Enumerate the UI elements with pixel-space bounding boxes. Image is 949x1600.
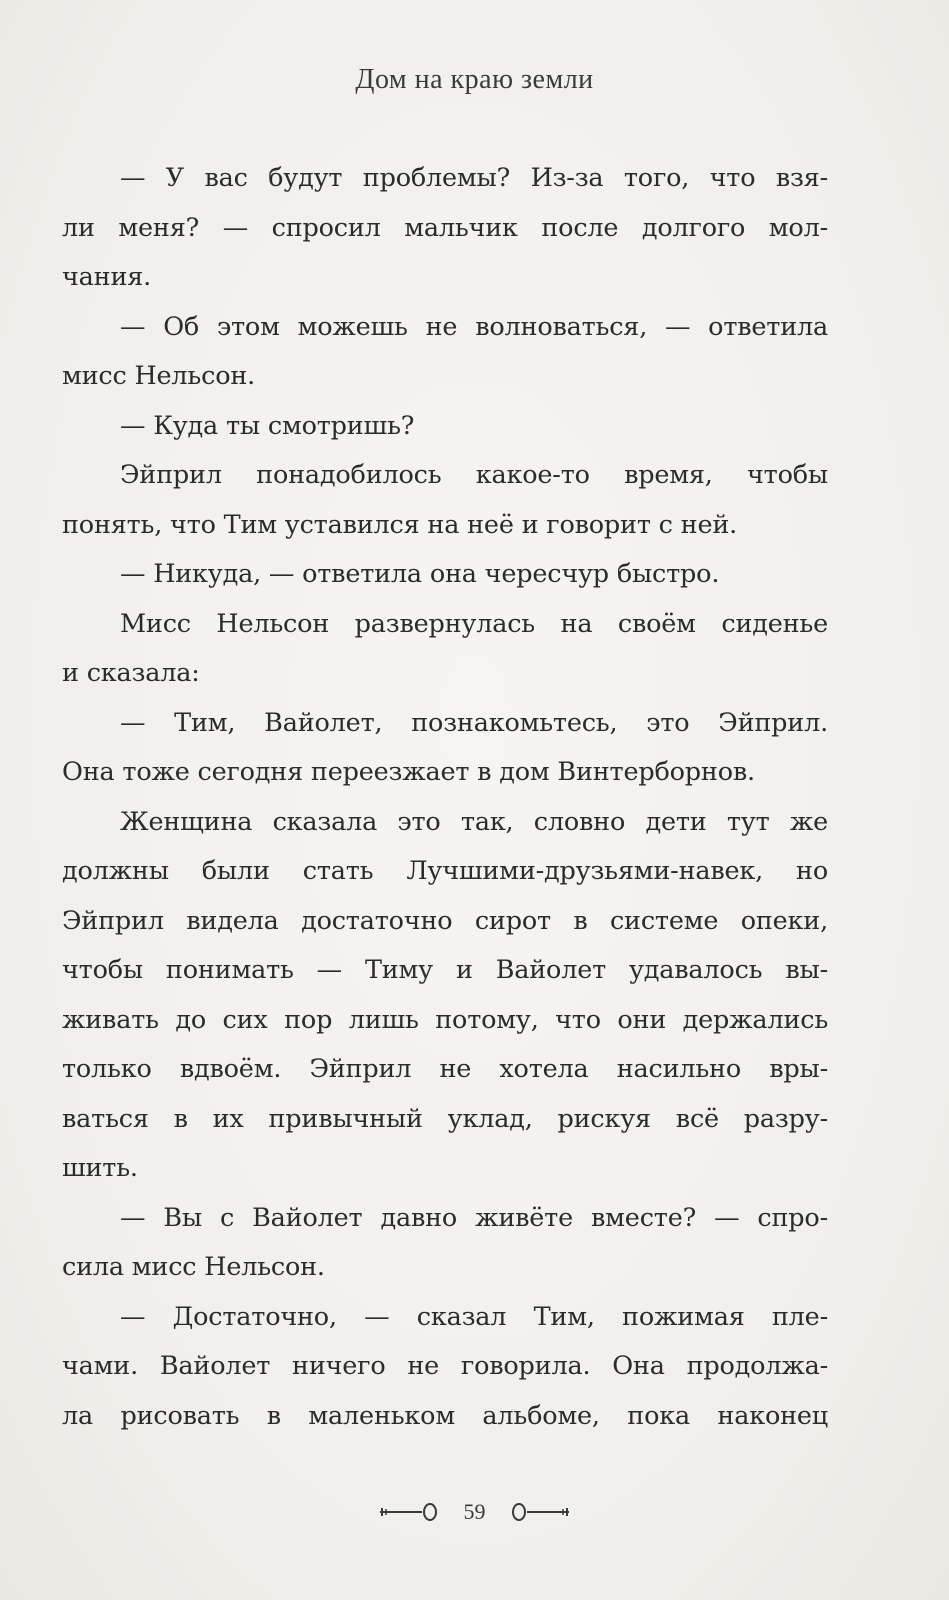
text-line: Она тоже сегодня переезжает в дом Винтерборнов. <box>62 757 755 787</box>
text-line: ла рисовать в маленьком альбоме, пока наконец <box>62 1400 828 1431</box>
text-line: — Об этом можешь не волноваться, — ответила <box>120 311 828 342</box>
text-line: ли меня? — спросил мальчик после долгого мол- <box>62 212 828 243</box>
text-line: чами. Вайолет ничего не говорила. Она продолжа- <box>62 1351 828 1381</box>
text-line: — Вы с Вайолет давно живёте вместе? — спро- <box>120 1202 828 1233</box>
text-line: и сказала: <box>62 658 200 688</box>
text-line: сила мисс Нельсон. <box>62 1252 325 1282</box>
text-line: шить. <box>62 1153 138 1183</box>
text-line: Мисс Нельсон развернулась на своём сиденье <box>120 608 828 639</box>
text-line: должны были стать Лучшими-друзьями-навек, но <box>62 856 828 886</box>
text-line: Эйприл понадобилось какое-то время, чтобы <box>120 460 828 490</box>
text-line: живать до сих пор лишь потому, что они держались <box>62 1004 828 1035</box>
text-line: мисс Нельсон. <box>62 361 256 391</box>
folio-ornament-right-icon <box>509 1502 571 1522</box>
text-line: — Тим, Вайолет, познакомьтесь, это Эйприл. <box>120 707 828 738</box>
text-line: чания. <box>62 262 152 292</box>
folio-ornament-left-icon <box>378 1502 440 1522</box>
text-line: ваться в их привычный уклад, рискуя всё разру- <box>62 1103 828 1134</box>
text-line: чтобы понимать — Тиму и Вайолет удавалось вы- <box>62 955 828 985</box>
text-line: — Никуда, — ответила она чересчур быстро. <box>120 559 720 589</box>
body-text <box>62 154 828 1441</box>
text-line: — Куда ты смотришь? <box>120 410 415 441</box>
text-line: только вдвоём. Эйприл не хотела насильно вры- <box>62 1054 828 1084</box>
text-line: — У вас будут проблемы? Из-за того, что взя- <box>120 163 828 193</box>
page-number: 59 <box>463 1498 486 1524</box>
running-head: Дом на краю земли <box>355 64 594 95</box>
text-line: понять, что Тим уставился на неё и говорит с ней. <box>62 509 738 540</box>
text-line: — Достаточно, — сказал Тим, пожимая пле- <box>120 1301 828 1332</box>
folio <box>0 1497 949 1525</box>
text-line: Эйприл видела достаточно сирот в системе опеки, <box>62 905 828 936</box>
text-line: Женщина сказала это так, словно дети тут же <box>120 806 828 837</box>
